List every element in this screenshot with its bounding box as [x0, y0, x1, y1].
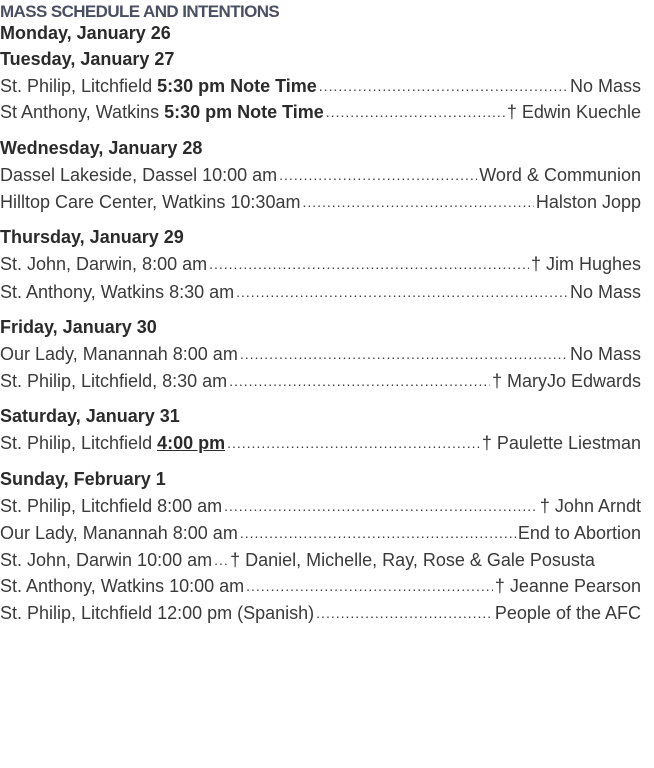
leader-dots: [236, 284, 568, 300]
schedule-row: St. Anthony, Watkins 10:00 am ..... † Jeanne Pearson: [0, 576, 641, 600]
schedule-row: St. Philip, Litchfield 8:00 am ..... † John Arndt: [0, 496, 641, 520]
day-heading-saturday: Saturday, January 31: [0, 406, 180, 426]
leader-dots: [229, 373, 490, 389]
day-heading-monday: Monday, January 26: [0, 23, 171, 43]
leader-dots: [279, 167, 477, 183]
leader-dots: [246, 578, 493, 594]
leader-dots: [224, 498, 538, 514]
leader-dots: [316, 605, 493, 621]
day-heading-thursday: Thursday, January 29: [0, 227, 184, 247]
leader-dots: [240, 525, 516, 541]
day-heading-friday: Friday, January 30: [0, 317, 157, 337]
schedule-row: Dassel Lakeside, Dassel 10:00 am ..... Word & Communion: [0, 165, 641, 189]
schedule-title: MASS SCHEDULE AND INTENTIONS: [0, 2, 280, 21]
schedule-row: Our Lady, Manannah 8:00 am ..... End to Abortion: [0, 523, 641, 547]
schedule-row: St. John, Darwin 10:00 am ..... † Daniel, Michelle, Ray, Rose & Gale Posusta: [0, 550, 641, 574]
leader-dots: [209, 256, 529, 272]
schedule-row: St. Philip, Litchfield 4:00 pm ..... † Paulette Liestman: [0, 433, 641, 457]
day-heading-tuesday: Tuesday, January 27: [0, 49, 175, 69]
leader-dots: [302, 194, 533, 210]
day-heading-wednesday: Wednesday, January 28: [0, 138, 203, 158]
schedule-row: St. Philip, Litchfield 12:00 pm (Spanish) ..... People of the AFC: [0, 603, 641, 627]
schedule-row: St Anthony, Watkins 5:30 pm Note Time ..... † Edwin Kuechle: [0, 102, 641, 126]
day-heading-sunday: Sunday, February 1: [0, 469, 166, 489]
leader-dots: [227, 435, 480, 451]
leader-dots: [326, 104, 505, 120]
leader-dots: [214, 552, 228, 568]
leader-dots: [240, 346, 568, 362]
schedule-row: St. Philip, Litchfield 5:30 pm Note Time ..... No Mass: [0, 76, 641, 100]
schedule-row: Our Lady, Manannah 8:00 am ..... No Mass: [0, 344, 641, 368]
schedule-row: St. Philip, Litchfield, 8:30 am ..... † MaryJo Edwards: [0, 371, 641, 395]
leader-dots: [319, 78, 568, 94]
schedule-row: Hilltop Care Center, Watkins 10:30am ..... Halston Jopp: [0, 192, 641, 216]
schedule-row: St. Anthony, Watkins 8:30 am ..... No Mass: [0, 282, 641, 306]
schedule-row: St. John, Darwin, 8:00 am ..... † Jim Hughes: [0, 254, 641, 278]
